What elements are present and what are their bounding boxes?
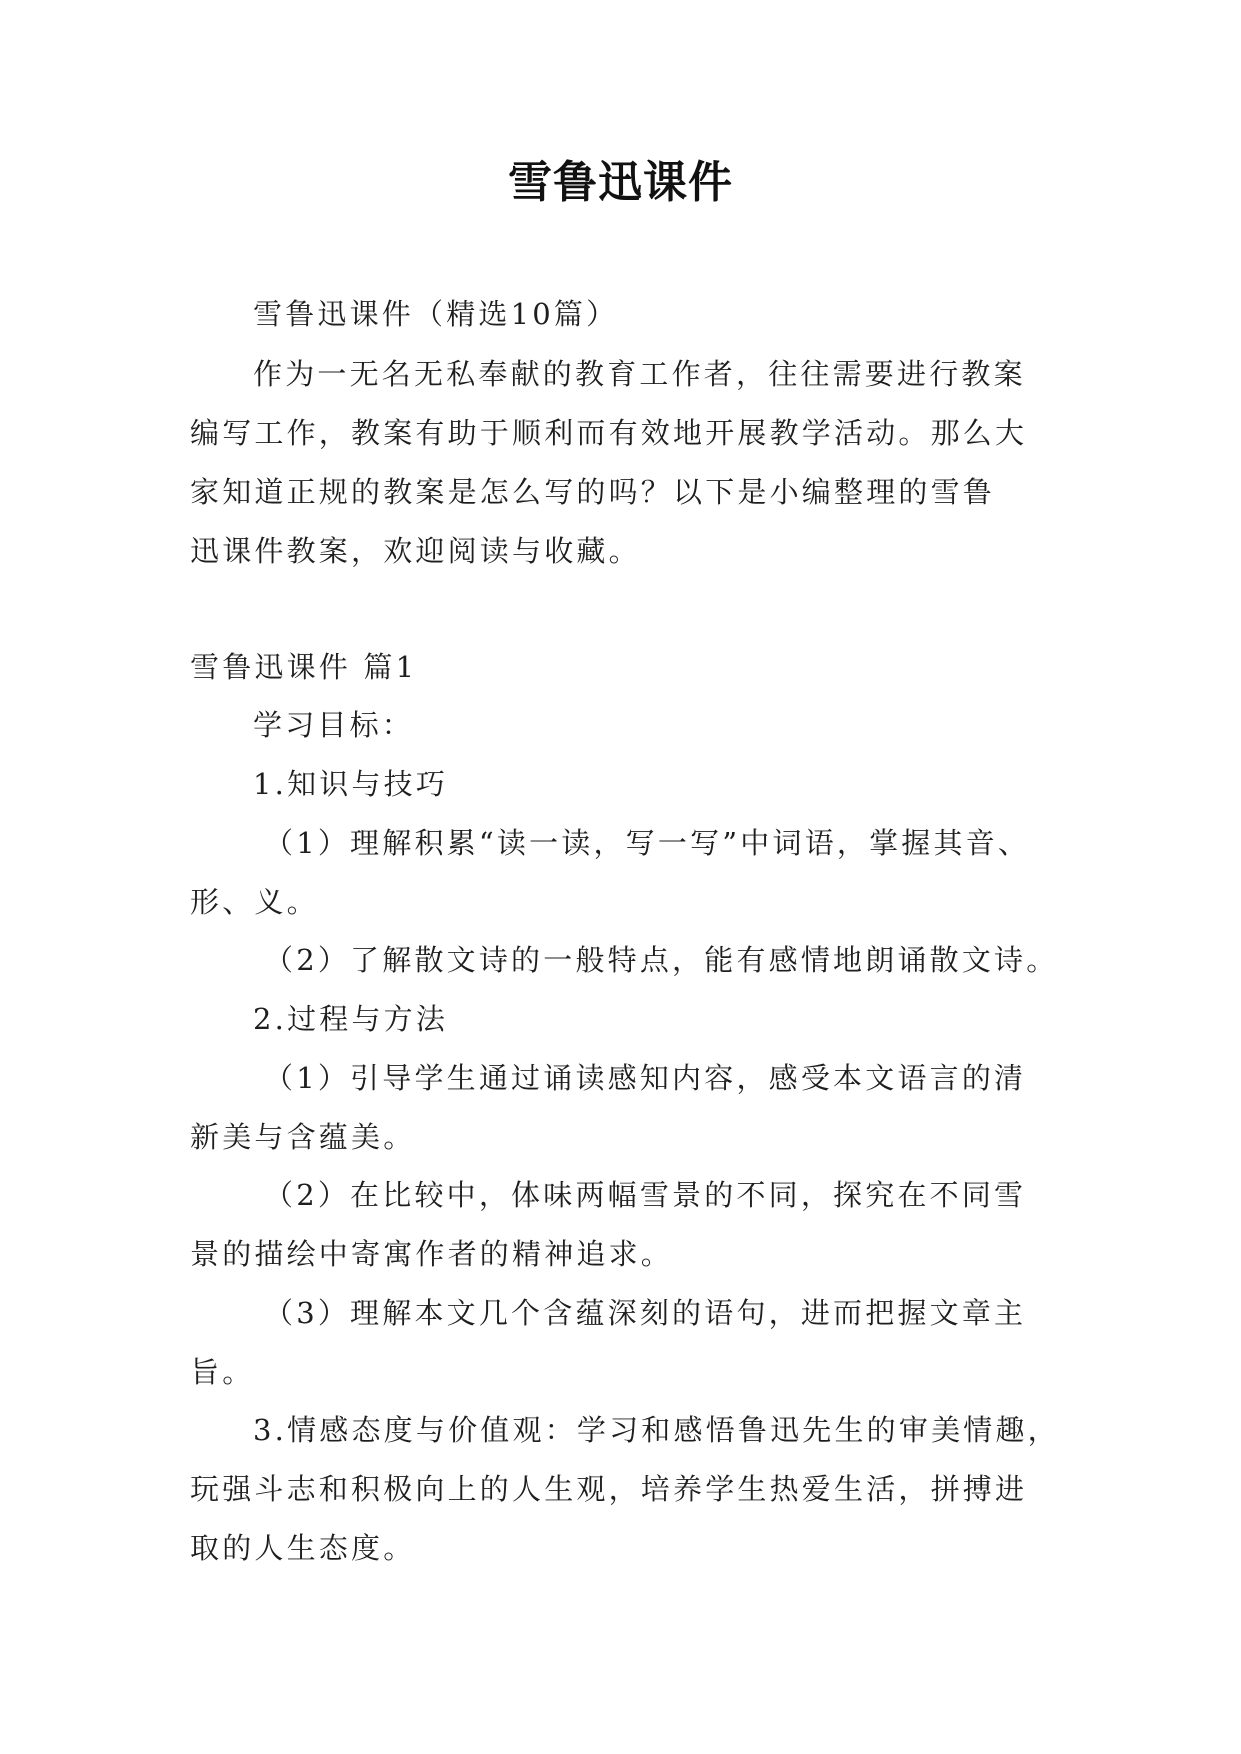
body-line: 学习目标： — [253, 708, 415, 742]
body-line: （1）引导学生通过诵读感知内容，感受本文语言的清 — [264, 1061, 1027, 1095]
body-line: 玩强斗志和积极向上的人生观，培养学生热爱生活，拼搏进 — [190, 1472, 1028, 1506]
intro-line: 迅课件教案，欢迎阅读与收藏。 — [190, 534, 641, 568]
body-line: 形、义。 — [190, 885, 319, 919]
body-line: 景的描绘中寄寓作者的精神追求。 — [190, 1237, 674, 1271]
body-line: 1.知识与技巧 — [253, 767, 449, 801]
section-heading: 雪鲁迅课件 篇1 — [190, 650, 418, 684]
intro-line: 家知道正规的教案是怎么写的吗？以下是小编整理的雪鲁 — [190, 475, 996, 509]
body-line: （1）理解积累“读一读，写一写”中词语，掌握其音、 — [264, 826, 1031, 860]
body-line: （2）在比较中，体味两幅雪景的不同，探究在不同雪 — [264, 1178, 1027, 1212]
document-title: 雪鲁迅课件 — [508, 157, 733, 208]
body-line: （3）理解本文几个含蕴深刻的语句，进而把握文章主 — [264, 1296, 1027, 1330]
intro-line: 作为一无名无私奉献的教育工作者，往往需要进行教案 — [253, 357, 1026, 391]
body-line: 2.过程与方法 — [253, 1002, 449, 1036]
body-line: 新美与含蕴美。 — [190, 1120, 416, 1154]
intro-line: 编写工作，教案有助于顺利而有效地开展教学活动。那么大 — [190, 416, 1028, 450]
document-subtitle: 雪鲁迅课件（精选10篇） — [253, 297, 619, 331]
body-line: （2）了解散文诗的一般特点，能有感情地朗诵散文诗。 — [264, 943, 1059, 977]
body-line: 旨。 — [190, 1355, 255, 1389]
body-line: 取的人生态度。 — [190, 1531, 416, 1565]
body-line: 3.情感态度与价值观：学习和感悟鲁迅先生的审美情趣， — [253, 1413, 1060, 1447]
